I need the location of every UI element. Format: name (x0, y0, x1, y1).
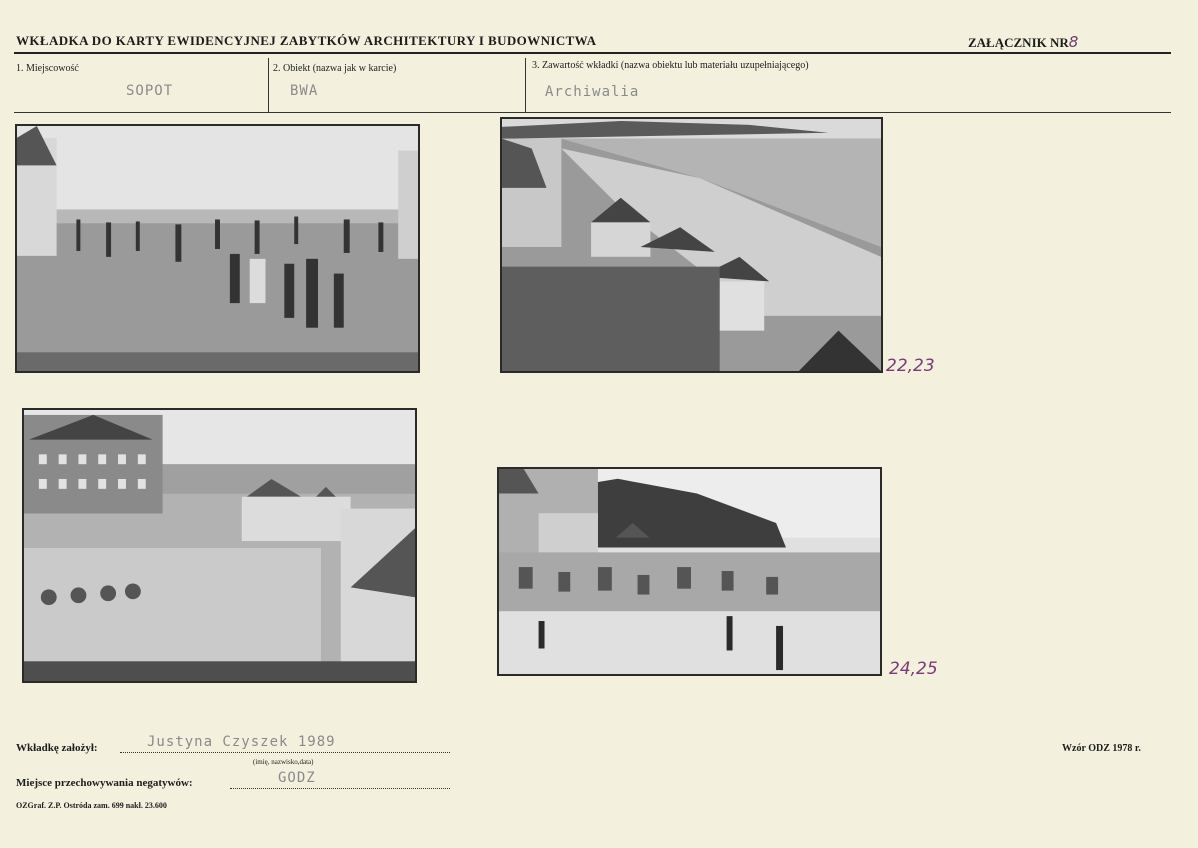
form-model: Wzór ODZ 1978 r. (1062, 743, 1141, 754)
annex-number: 8 (1068, 33, 1079, 51)
annex-label-text: ZAŁĄCZNIK NR (968, 35, 1069, 50)
created-by-hint: (imię, nazwisko,data) (253, 758, 314, 766)
form-title: WKŁADKA DO KARTY EWIDENCYJNEJ ZABYTKÓW ARCHITEKTURY I BUDOWNICTWA (16, 33, 597, 48)
print-info: OZGraf. Z.P. Ostróda zam. 699 nakł. 23.600 (16, 801, 167, 810)
locality-label: 1. Miejscowość (16, 63, 79, 74)
object-value: BWA (290, 83, 319, 99)
negatives-label: Miejsce przechowywania negatywów: (16, 777, 193, 789)
field-divider-2 (525, 58, 526, 112)
photo-numbers-top: 22,23 (886, 356, 935, 376)
object-label: 2. Obiekt (nazwa jak w karcie) (273, 63, 397, 74)
created-by-value: Justyna Czyszek 1989 (147, 734, 336, 750)
created-by-label: Wkładkę założył: (16, 742, 98, 754)
archival-photo-spa-house (22, 408, 417, 683)
annex-label (968, 33, 1078, 51)
field-divider-1 (268, 58, 269, 112)
negatives-line (230, 788, 450, 789)
negatives-value: GODZ (278, 770, 316, 786)
field-row-rule (14, 112, 1171, 113)
archival-photo-beach-aerial (500, 117, 883, 373)
created-by-line (120, 752, 450, 753)
archival-photo-promenade (15, 124, 420, 373)
content-label: 3. Zawartość wkładki (nazwa obiektu lub materiału uzupełniającego) (532, 60, 809, 71)
photo-numbers-bottom: 24,25 (889, 659, 938, 679)
content-value: Archiwalia (545, 84, 640, 100)
header-rule (14, 52, 1171, 54)
locality-value: SOPOT (126, 83, 174, 99)
archival-photo-beach-crowd (497, 467, 882, 676)
